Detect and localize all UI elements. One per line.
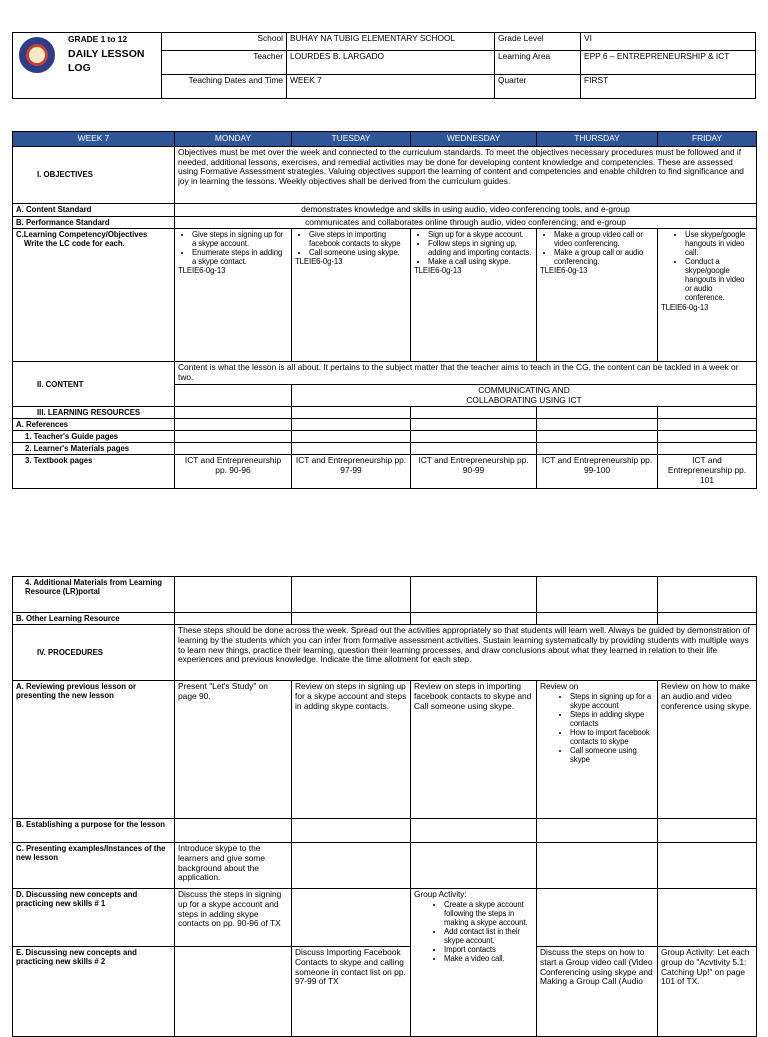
cell: [292, 577, 411, 613]
cell: [175, 947, 292, 1037]
content-topic-line1: COMMUNICATING AND: [478, 384, 570, 395]
references-label: A. References: [13, 419, 175, 431]
performance-standard-text: communicates and collaborates online through audio, video conferencing, and e-group: [175, 216, 757, 229]
proc-e-label: E. Discussing new concepts and practicing new skills # 2: [13, 947, 175, 1037]
grade-level-label: Grade Level: [495, 33, 581, 51]
content-topic-line2: COLLABORATING USING ICT: [466, 394, 582, 405]
dll-table-page1: [12, 131, 757, 489]
lc-code: TLEIE6-0g-13: [661, 302, 709, 312]
proc-c-monday: Introduce skype to the learners and give some background about the application.: [175, 843, 292, 889]
additional-materials-label: 4. Additional Materials from Learning Resource (LR)portal: [13, 577, 175, 613]
content-label: II. CONTENT: [13, 362, 175, 407]
content-standard-label: A. Content Standard: [13, 203, 175, 216]
competency-title: C.Learning Competency/Objectives: [16, 230, 148, 240]
proc-d-wednesday-intro: Group Activity:: [414, 889, 467, 900]
content-standard-text: demonstrates knowledge and skills in using audio, video conferencing tools, and e-group: [175, 203, 757, 216]
list-item: • Make a video call.: [444, 954, 533, 963]
cell: [292, 431, 411, 443]
competency-thursday: [537, 229, 658, 362]
cell: [292, 407, 411, 419]
cell: [411, 431, 537, 443]
tuesday-header: TUESDAY: [292, 132, 411, 147]
cell: [292, 419, 411, 431]
competency-friday: [658, 229, 757, 362]
cell: [175, 443, 292, 455]
cell: [411, 613, 537, 625]
monday-header: MONDAY: [175, 132, 292, 147]
textbook-monday: ICT and Entrepreneurship pp. 90-96: [175, 455, 292, 489]
cell: [411, 577, 537, 613]
grade-level-value: VI: [581, 33, 756, 51]
cell: [537, 843, 658, 889]
wednesday-header: WEDNESDAY: [411, 132, 537, 147]
cell: [411, 843, 537, 889]
cell: [175, 577, 292, 613]
proc-a-label: A. Reviewing previous lesson or presenting the new lesson: [13, 681, 175, 819]
cell: [411, 819, 537, 843]
lc-code: TLEIE6-0g-13: [540, 266, 588, 276]
thursday-header: THURSDAY: [537, 132, 658, 147]
deped-seal-icon: [19, 37, 55, 73]
quarter-label: Quarter: [495, 75, 581, 99]
cell: [292, 889, 411, 947]
cell: [411, 443, 537, 455]
proc-d-monday: Discuss the steps in signing up for a skype account and steps in adding skype contacts on pp. 90-96 of TX: [175, 889, 292, 947]
cell: [537, 577, 658, 613]
teaching-dates-label: Teaching Dates and Time: [162, 75, 287, 99]
textbook-thursday: ICT and Entrepreneurship pp. 99-100: [537, 455, 658, 489]
cell: [175, 819, 292, 843]
performance-standard-label: B. Performance Standard: [13, 216, 175, 229]
school-value: BUHAY NA TUBIG ELEMENTARY SCHOOL: [287, 33, 495, 51]
cell: [411, 407, 537, 419]
other-resource-label: B. Other Learning Resource: [13, 613, 175, 625]
proc-e-tuesday: Discuss Importing Facebook Contacts to skype and calling someone in contact list on pp. 97-99 of TX: [292, 947, 411, 1037]
friday-header: FRIDAY: [658, 132, 757, 147]
cell: [658, 431, 757, 443]
list-item: • Call someone using skype: [570, 746, 654, 764]
cell: [175, 613, 292, 625]
proc-c-label: C. Presenting examples/Instances of the new lesson: [13, 843, 175, 889]
cell: [175, 419, 292, 431]
learning-resources-label: III. LEARNING RESOURCES: [13, 407, 175, 419]
lc-code: TLEIE6-0g-13: [178, 266, 226, 276]
proc-a-thursday: [537, 681, 658, 819]
content-topic: [292, 384, 757, 407]
cell: [292, 819, 411, 843]
list-item: • Import contacts: [444, 945, 533, 954]
teacher-value: LOURDES B. LARGADO: [287, 51, 495, 75]
list-item: • Steps in signing up for a skype account: [570, 692, 654, 710]
textbook-pages-label: 3. Textbook pages: [13, 455, 175, 489]
list-item: • Steps in adding skype contacts: [570, 710, 654, 728]
list-item: • Add contact list in their skype account.: [444, 927, 533, 945]
competency-sublabel: Write the LC code for each.: [24, 239, 125, 249]
content-monday: [175, 384, 292, 407]
list-item: • Make a group video call or video conferencing.: [554, 230, 654, 248]
cell: [175, 431, 292, 443]
cell: [658, 419, 757, 431]
objectives-text: Objectives must be met over the week and connected to the curriculum standards. To meet the objectives necessary procedures must be followed and if needed, additional lessons, exercises, and remedial activities may be done for developing content knowledge and competencies. These are assessed using Formative Assessment strategies. Valuing objectives support the learning of content and competencies and enable children to find significance and joy in learning the lessons. Weekly objectives shall be derived from the curriculum guides.: [175, 146, 757, 203]
competency-label: [13, 229, 175, 362]
learning-area-value: EPP 6 – ENTREPRENEURSHIP & ICT: [581, 51, 756, 75]
cell: [658, 443, 757, 455]
list-item: • Create a skype account following the steps in making a skype account.: [444, 900, 533, 927]
proc-a-thursday-intro: Review on: [540, 681, 579, 692]
procedures-text: These steps should be done across the week. Spread out the activities appropriately so that students will learn well. Always be guided by demonstration of learning by the students which you can infer from formative assessment activities. Sustain learning systematically by providing students with multiple ways to learn new things, practice their learning, question their learning processes, and draw conclusions about what they learned in relation to their life experiences and previous knowledge. Indicate the time allotment for each step.: [175, 625, 757, 681]
lc-code: TLEIE6-0g-13: [414, 266, 462, 276]
list-item: • Use skype/google hangouts in video call.: [685, 230, 753, 257]
cell: [537, 819, 658, 843]
header-logo-cell: [13, 33, 162, 99]
cell: [537, 431, 658, 443]
cell: [411, 419, 537, 431]
list-item: • Enumerate steps in adding a skype contact.: [192, 248, 288, 266]
proc-a-wednesday: Review on steps in importing facebook contacts to skype and Call someone using skype.: [411, 681, 537, 819]
cell: [175, 407, 292, 419]
list-item: • Call someone using skype.: [309, 248, 407, 257]
school-label: School: [162, 33, 287, 51]
list-item: • Make a group call or audio conferencing.: [554, 248, 654, 266]
textbook-tuesday: ICT and Entrepreneurship pp. 97-99: [292, 455, 411, 489]
daily-lesson-log-title: DAILY LESSON LOG: [68, 48, 145, 74]
cell: [537, 889, 658, 947]
header-table: [12, 32, 756, 99]
cell: [658, 889, 757, 947]
proc-a-friday: Review on how to make an audio and video conference using skype.: [658, 681, 757, 819]
objectives-label: I. OBJECTIVES: [13, 146, 175, 203]
proc-a-tuesday: Review on steps in signing up for a skype account and steps in adding skype contacts.: [292, 681, 411, 819]
cell: [292, 843, 411, 889]
week-header: WEEK 7: [13, 132, 175, 147]
proc-b-label: B. Establishing a purpose for the lesson: [13, 819, 175, 843]
list-item: • Conduct a skype/google hangouts in video or audio conference.: [685, 257, 753, 302]
dll-table-page2: [12, 576, 757, 1037]
cell: [537, 443, 658, 455]
content-text: Content is what the lesson is all about. It pertains to the subject matter that the teacher aims to teach in the CG, the content can be tackled in a week or two.: [175, 362, 757, 385]
list-item: • Give steps in signing up for a skype account.: [192, 230, 288, 248]
proc-d-label: D. Discussing new concepts and practicing new skills # 1: [13, 889, 175, 947]
quarter-value: FIRST: [581, 75, 756, 99]
list-item: • Follow steps in signing up, adding and importing contacts.: [428, 239, 533, 257]
proc-a-monday: Present "Let's Study" on page 90.: [175, 681, 292, 819]
grade-range-label: GRADE 1 to 12: [68, 34, 128, 44]
list-item: • Make a call using skype.: [428, 257, 533, 266]
list-item: • How to import facebook contacts to skype: [570, 728, 654, 746]
list-item: • Give steps in importing facebook contacts to skype: [309, 230, 407, 248]
learning-area-label: Learning Area: [495, 51, 581, 75]
list-item: • Sign up for a skype account.: [428, 230, 533, 239]
competency-wednesday: [411, 229, 537, 362]
cell: [537, 419, 658, 431]
procedures-label: IV. PROCEDURES: [13, 625, 175, 681]
cell: [658, 819, 757, 843]
competency-tuesday: [292, 229, 411, 362]
teaching-dates-value: WEEK 7: [287, 75, 495, 99]
cell: [658, 613, 757, 625]
cell: [537, 407, 658, 419]
cell: [292, 613, 411, 625]
cell: [537, 613, 658, 625]
learners-materials-label: 2. Learner's Materials pages: [13, 443, 175, 455]
cell: [658, 843, 757, 889]
proc-e-thursday: Discuss the steps on how to start a Group video call (Video Conferencing using skype and Making a Group Call (Audio: [537, 947, 658, 1037]
competency-monday: [175, 229, 292, 362]
textbook-wednesday: ICT and Entrepreneurship pp. 90-99: [411, 455, 537, 489]
proc-e-friday: Group Activity: Let each group do "Acvtivity 5.1: Catching Up!" on page 101 of TX.: [658, 947, 757, 1037]
cell: [658, 577, 757, 613]
cell: [292, 443, 411, 455]
day-header-row: [13, 132, 757, 147]
textbook-friday: ICT and Entrepreneurship pp. 101: [658, 455, 757, 489]
teacher-label: Teacher: [162, 51, 287, 75]
teachers-guide-label: 1. Teacher's Guide pages: [13, 431, 175, 443]
lc-code: TLEIE6-0g-13: [295, 257, 343, 267]
cell: [658, 407, 757, 419]
proc-d-wednesday: [411, 889, 537, 1037]
